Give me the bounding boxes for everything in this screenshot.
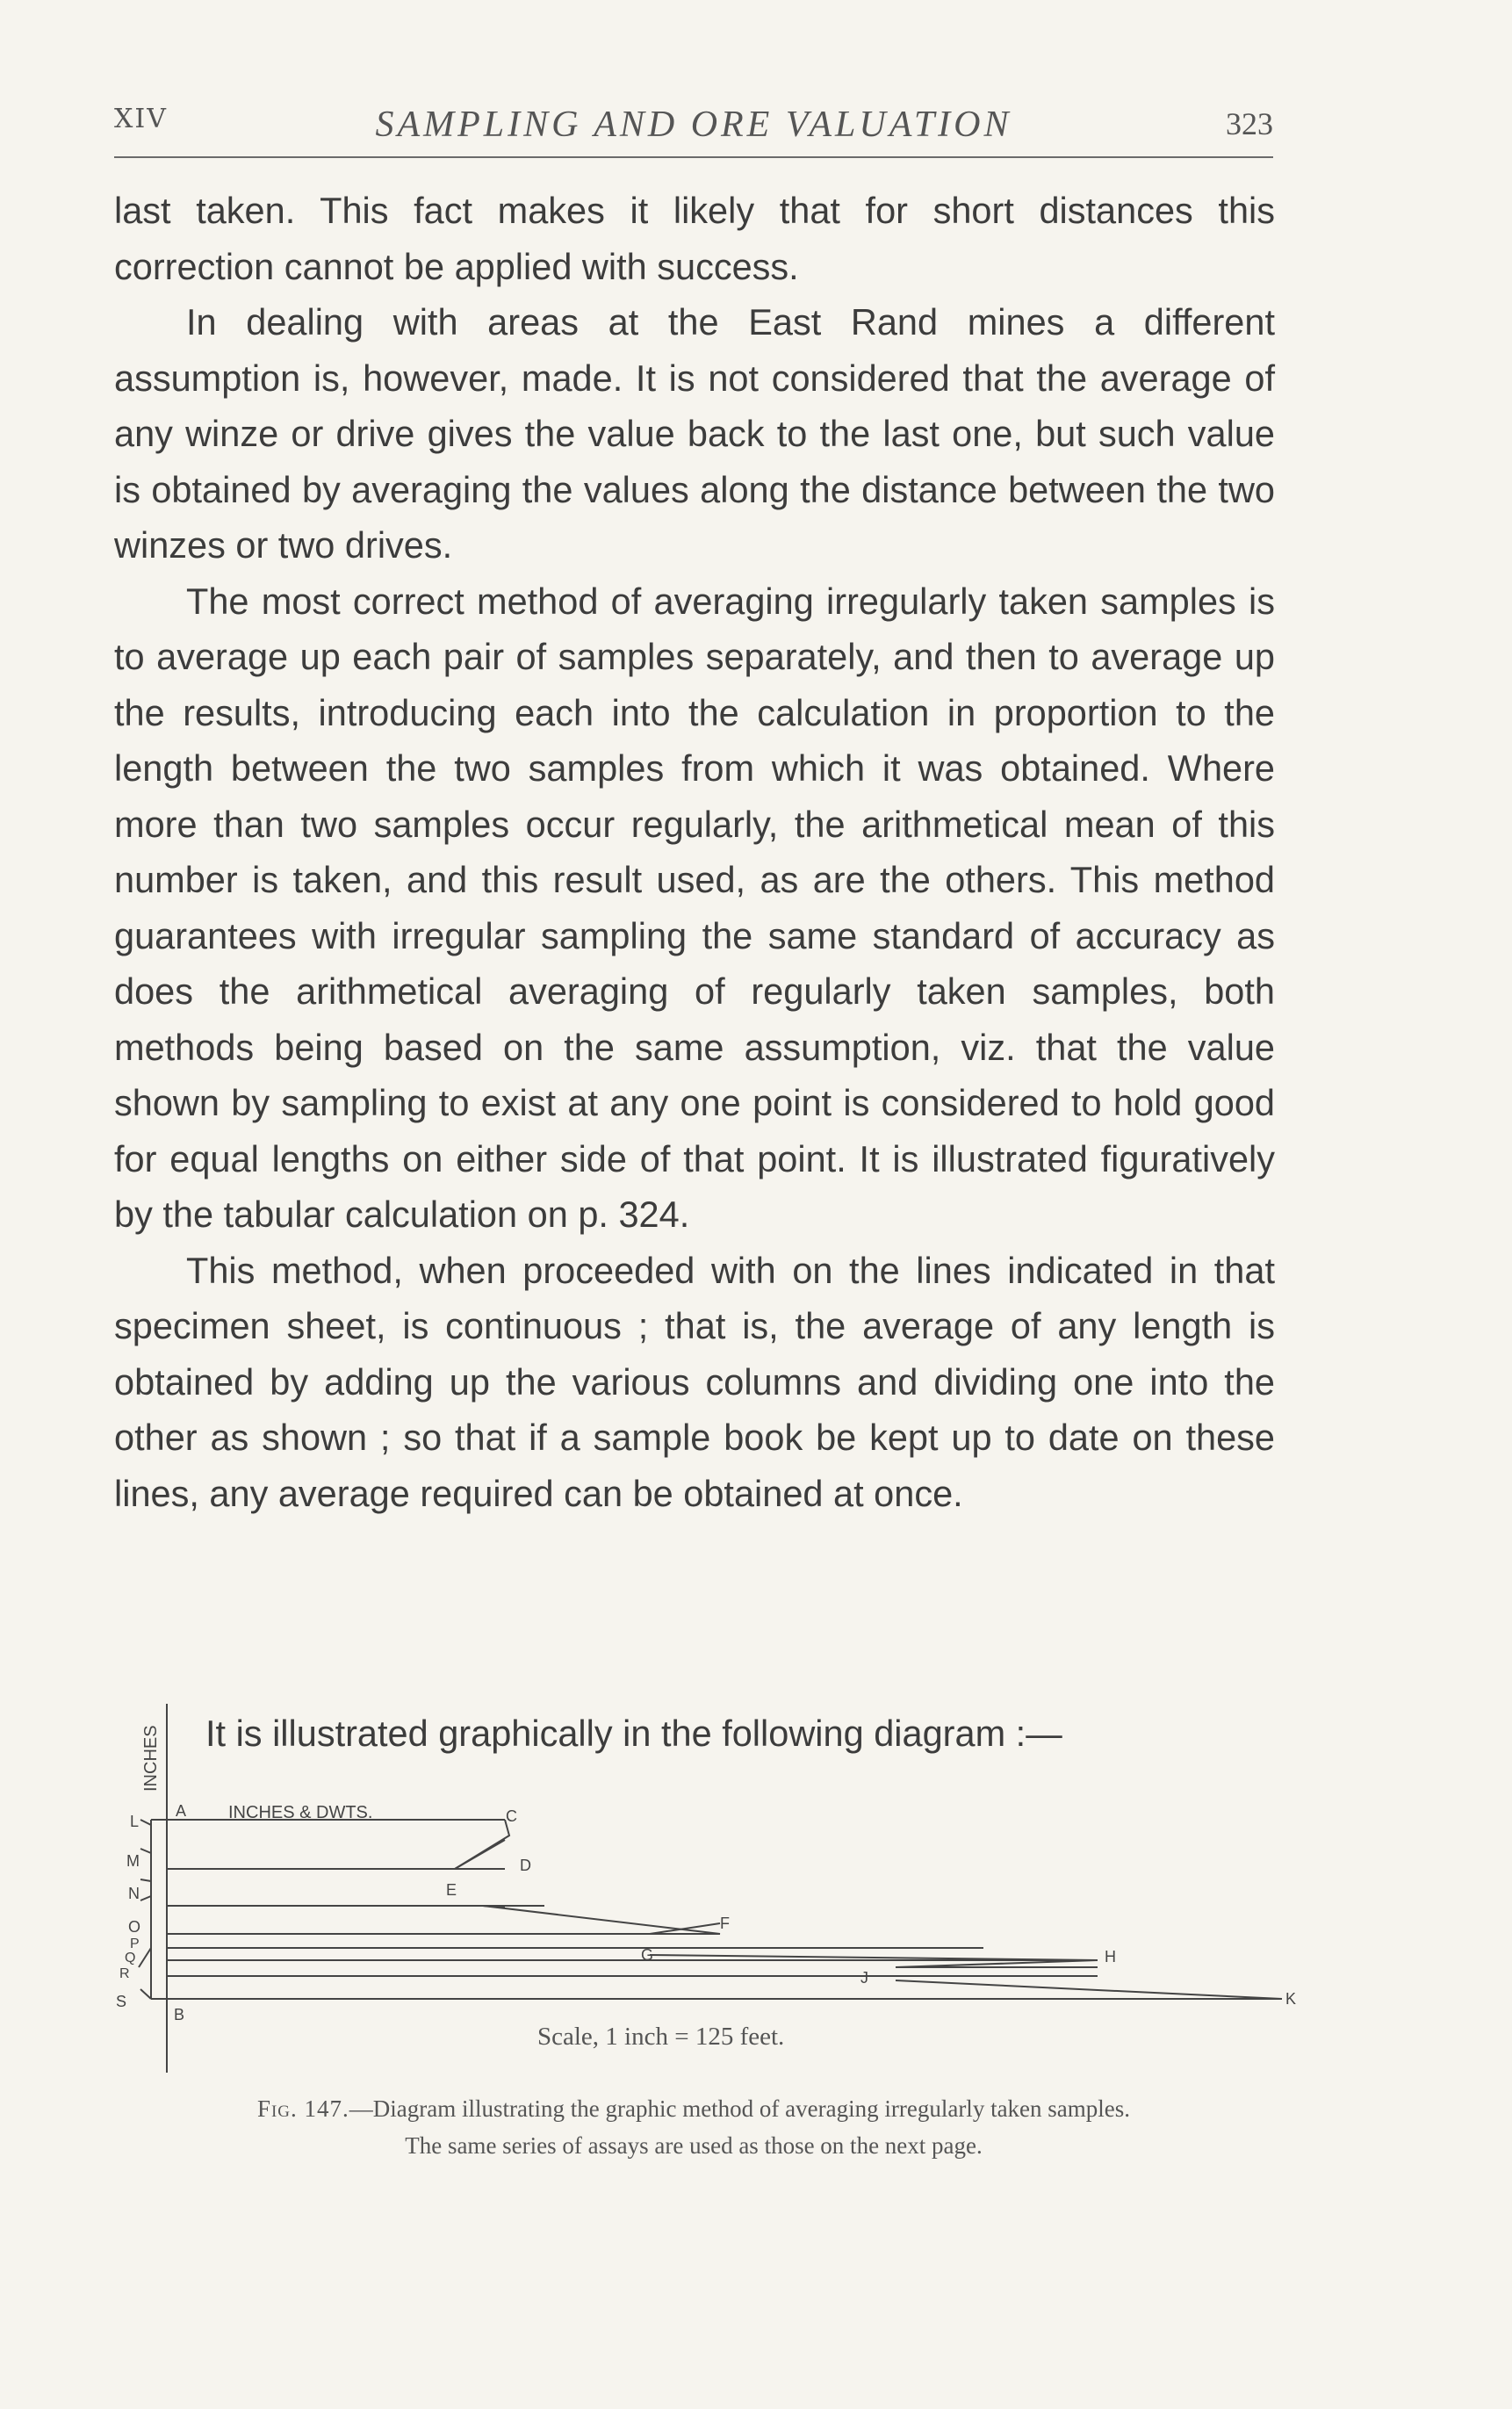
axis-label: INCHES <box>141 1725 161 1792</box>
letter-N: N <box>128 1885 140 1902</box>
bracket-line <box>140 1820 151 1825</box>
point-D: D <box>520 1857 531 1874</box>
letter-R: R <box>119 1966 130 1981</box>
scale-label: Scale, 1 inch = 125 feet. <box>537 2023 785 2051</box>
diagram-intro: It is illustrated graphically in the following diagram :— <box>205 1713 1062 1754</box>
running-title: SAMPLING AND ORE VALUATION <box>375 105 1012 145</box>
point-B: B <box>174 2006 185 2023</box>
figure-label: Fig. 147. <box>256 2095 349 2122</box>
letter-L: L <box>130 1813 140 1830</box>
paragraph: In dealing with areas at the East Rand mines a different assumption is, however, made. It is not considered that the average of any winze or drive gives the value back to the last one, but such value is obtained by averaging the values along the distance between the two winzes or two drives. <box>114 301 1275 566</box>
point-F: F <box>720 1915 730 1932</box>
point-C: C <box>506 1807 517 1825</box>
letter-O: O <box>128 1918 141 1936</box>
body-text <box>114 183 1275 1521</box>
paragraph: This method, when proceeded with on the lines indicated in that specimen sheet, is continuous ; that is, the average of any length is obtained by adding up the various columns and dividing one into the other as shown ; so that if a sample book be kept up to date on these lines, any average required can be obtained at once. <box>114 1249 1275 1514</box>
letter-Q: Q <box>125 1951 136 1965</box>
paragraph: last taken. This fact makes it likely that for short distances this correction cannot be applied with success. <box>114 190 1275 287</box>
point-H: H <box>1105 1948 1116 1965</box>
average-line <box>455 1840 505 1869</box>
average-line <box>896 1980 1282 1999</box>
point-A: A <box>176 1802 187 1820</box>
letter-M: M <box>126 1852 140 1870</box>
bracket-line <box>139 1948 151 1967</box>
letter-S: S <box>116 1993 127 2010</box>
paragraph: The most correct method of averaging irregularly taken samples is to average up each pair of samples separately, and then to average up the results, introducing each into the calculation in proportion to the length between the two samples from which it was obtained. Where more than two samples occur regularly, the arithmetical mean of this number is taken, and this result used, as are the others. This method guarantees with irregular sampling the same standard of accuracy as does the arithmetical averaging of regularly taken samples, both methods being based on the same assumption, viz. that the value shown by sampling to exist at any one point is considered to hold good for equal lengths on either side of that point. It is illustrated figuratively by the tabular calculation on p. 324. <box>114 580 1275 1235</box>
page-number: 323 <box>1226 106 1273 141</box>
bracket-line <box>140 1849 151 1853</box>
caption-line-1: —Diagram illustrating the graphic method of averaging irregularly taken samples. <box>349 2095 1131 2122</box>
bracket-line <box>140 1879 151 1881</box>
running-header <box>114 104 1273 158</box>
point-K: K <box>1285 1990 1297 2008</box>
bracket-line <box>140 1989 151 1999</box>
caption-line-2: The same series of assays are used as those on the next page. <box>405 2132 983 2159</box>
average-line <box>455 1820 509 1869</box>
letter-P: P <box>130 1937 140 1951</box>
chapter-number: XIV <box>114 104 168 134</box>
figure-caption <box>114 2090 1273 2164</box>
average-line <box>483 1906 720 1934</box>
point-J: J <box>860 1969 868 1987</box>
point-G: G <box>641 1946 654 1964</box>
point-E: E <box>446 1881 457 1899</box>
bracket-line <box>140 1896 151 1901</box>
column-header: INCHES & DWTS. <box>228 1803 373 1822</box>
